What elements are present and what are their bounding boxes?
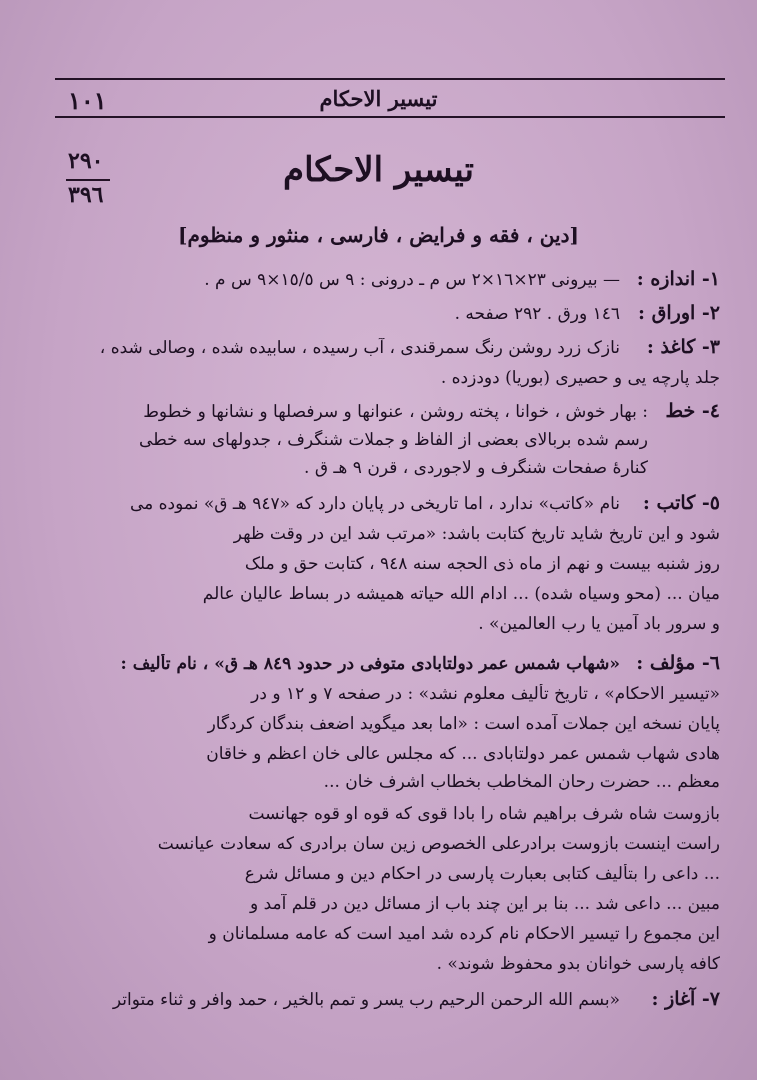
entry-line: رسم شده بربالای بعضی از الفاظ و جملات شنگرف ، جدولهای سه خطی bbox=[139, 430, 648, 450]
entry-line: میان ... (محو وسیاه شده) ... ادام الله حیاته همیشه در بساط عالیان عالم bbox=[202, 584, 720, 604]
entry-line: ١٤٦ ورق . ٢٩٢ صفحه . bbox=[454, 304, 620, 324]
main-title: تیسیر الاحکام bbox=[283, 150, 474, 190]
entry-label: ٧- آغاز : bbox=[651, 988, 720, 1010]
running-title: تیسیر الاحکام bbox=[319, 86, 438, 111]
entry-label: ٥- کاتب : bbox=[642, 492, 720, 514]
entry-line: روز شنبه بیست و نهم از ماه ذی الحجه سنه ٩٤٨ ، کتابت حق و ملک bbox=[244, 554, 720, 574]
entry-incipit bbox=[60, 988, 720, 1022]
entry-line: پایان نسخه این جملات آمده است : «اما بعد میگوید اضعف بندگان کردگار bbox=[207, 714, 720, 734]
entry-line: بازوست شاه شرف براهیم شاه را بادا قوی که قوه او قوه جهانست bbox=[248, 804, 720, 824]
entry-scribe bbox=[60, 492, 720, 648]
entry-line: «تیسیر الاحکام» ، تاریخ تألیف معلوم نشد» : در صفحه ٧ و ١٢ و در bbox=[251, 684, 720, 704]
entry-line: جلد پارچه یی و حصیری (بوریا) دودزده . bbox=[440, 368, 720, 388]
header-top-rule bbox=[55, 78, 725, 80]
entry-line: کنارهٔ صفحات شنگرف و لاجوردی ، قرن ٩ هـ ق . bbox=[304, 458, 648, 478]
entry-line: کافه پارسی خوانان بدو محفوظ شوند» . bbox=[436, 954, 720, 974]
entry-line: «شهاب شمس عمر دولتابادی متوفی در حدود ٨٤٩ هـ ق» ، نام تألیف : bbox=[120, 654, 620, 674]
entry-author bbox=[60, 652, 720, 982]
header-bottom-rule bbox=[55, 116, 725, 118]
entry-line: نازک زرد روشن رنگ سمرقندی ، آب رسیده ، سابیده شده ، وصالی شده ، bbox=[99, 338, 620, 358]
entry-line: ... داعی را بتألیف کتابی بعبارت پارسی در احکام دین و مسائل شرع bbox=[244, 864, 720, 884]
entry-size bbox=[60, 268, 720, 304]
entry-line: «بسم الله الرحمن الرحیم رب یسر و تمم بالخیر ، حمد وافر و ثناء متواتر bbox=[112, 990, 620, 1010]
reference-number-top: ٢٩٠ bbox=[68, 148, 104, 174]
entry-folios bbox=[60, 302, 720, 334]
entry-line: نام «کاتب» ندارد ، اما تاریخی در پایان دارد که «٩٤٧ هـ ق» نموده می bbox=[129, 494, 620, 514]
entry-line: : بهار خوش ، خوانا ، پخته روشن ، عنوانها و سرفصلها و نشانها و خطوط bbox=[143, 402, 648, 422]
entry-label: ٦- مؤلف : bbox=[636, 652, 720, 674]
entry-label: ١- اندازه : bbox=[636, 268, 720, 290]
entry-line: راست اینست بازوست برادرعلی الخصوص زین سان برادری که سعادت عیانست bbox=[157, 834, 720, 854]
entry-label: ٣- کاغذ : bbox=[646, 336, 720, 358]
page-number: ١٠١ bbox=[68, 86, 107, 115]
entry-script bbox=[60, 400, 720, 492]
entry-label: ٤- خط bbox=[665, 400, 720, 422]
entry-line: و سرور باد آمین یا رب العالمین» . bbox=[478, 614, 720, 634]
entry-line: معظم ... حضرت رحان المخاطب بخطاب اشرف خان ... bbox=[323, 772, 720, 792]
entry-paper bbox=[60, 336, 720, 398]
entry-line: این مجموع را تیسیر الاحکام نام کرده شد امید است که عامه مسلمانان و bbox=[208, 924, 720, 944]
subject-line: [دین ، فقه و فرایض ، فارسی ، منثور و منظوم] bbox=[178, 223, 579, 247]
entry-line: مبین ... داعی شد ... بنا بر این چند باب از مسائل دین در قلم آمد و bbox=[249, 894, 720, 914]
entry-line: هادی شهاب شمس عمر دولتابادی ... که مجلس عالی خان اعظم و خاقان bbox=[206, 744, 720, 764]
entry-line: — بیرونی ٢٣×١٦×٢ س م ـ درونی : ٩ س ١٥/٥×٩ س م . bbox=[204, 270, 620, 290]
entry-label: ٢- اوراق : bbox=[638, 302, 720, 324]
reference-number-bottom: ٣٩٦ bbox=[68, 182, 104, 208]
entry-line: شود و این تاریخ شاید تاریخ کتابت باشد: «مرتب شد این در وقت ظهر bbox=[233, 524, 720, 544]
